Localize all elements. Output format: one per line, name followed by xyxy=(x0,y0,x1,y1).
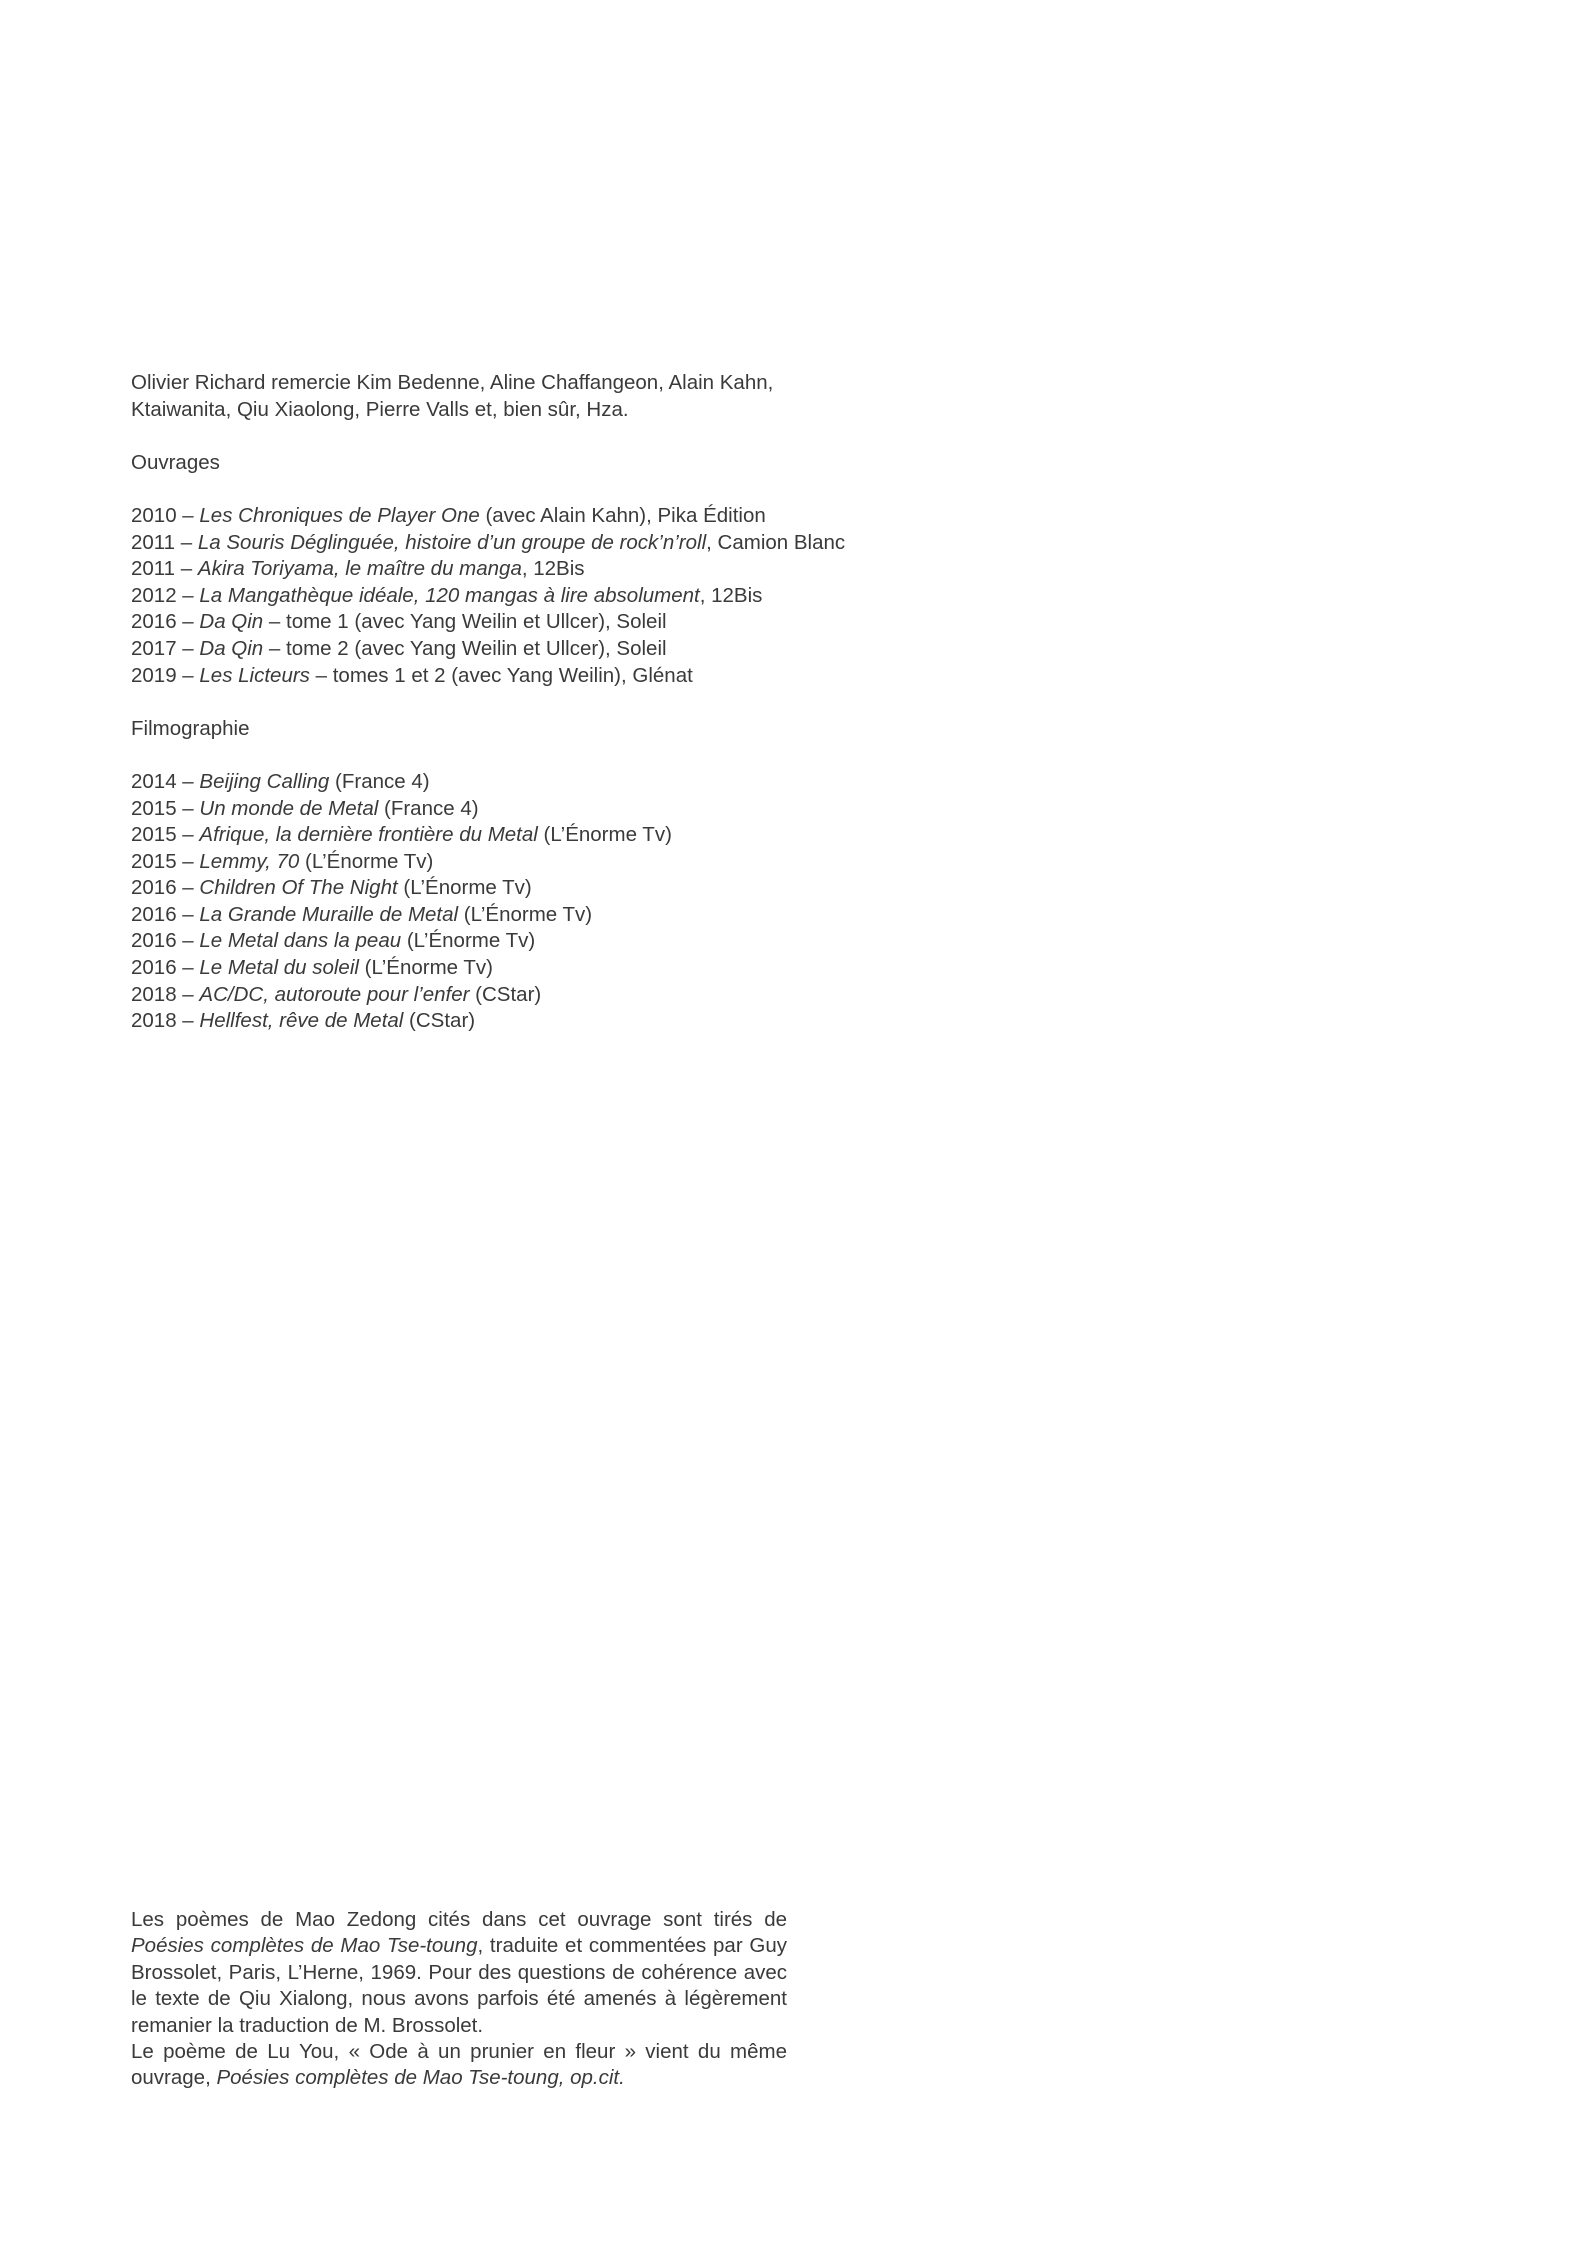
filmography-heading: Filmographie xyxy=(131,716,250,740)
entry-year: 2019 – xyxy=(131,663,200,687)
front-matter xyxy=(131,370,1031,1035)
works-heading: Ouvrages xyxy=(131,450,220,474)
filmography-entry xyxy=(131,822,1031,849)
entry-year: 2010 – xyxy=(131,503,200,527)
entry-year: 2011 – xyxy=(131,557,198,581)
entry-details: (avec Alain Kahn), Pika Édition xyxy=(479,503,766,527)
entry-title: AC/DC, autoroute pour l’enfer xyxy=(199,982,470,1006)
works-entry xyxy=(131,503,1031,530)
entry-details: (L’Énorme Tv) xyxy=(537,823,672,847)
entry-details: , Camion Blanc xyxy=(706,530,846,554)
credits-book-title: Poésies complètes de Mao Tse-toung xyxy=(131,1934,478,1958)
filmography-entry xyxy=(131,769,1031,796)
entry-title: Da Qin xyxy=(199,636,264,660)
entry-details: , 12Bis xyxy=(521,557,585,581)
filmography-entry xyxy=(131,875,1031,902)
credits-book-title: Poésies complètes de Mao Tse-toung, op.cit. xyxy=(216,2066,625,2090)
entry-year: 2017 – xyxy=(131,636,200,660)
entry-year: 2018 – xyxy=(131,982,200,1006)
entry-year: 2012 – xyxy=(131,583,200,607)
entry-details: (L’Énorme Tv) xyxy=(401,929,536,953)
filmography-entry xyxy=(131,1008,1031,1035)
entry-details: – tome 2 (avec Yang Weilin et Ullcer), Soleil xyxy=(263,636,667,660)
entry-details: (CStar) xyxy=(469,982,542,1006)
works-list xyxy=(131,503,1031,689)
works-entry xyxy=(131,609,1031,636)
entry-year: 2018 – xyxy=(131,1009,200,1033)
entry-year: 2015 – xyxy=(131,823,200,847)
entry-details: (L’Énorme Tv) xyxy=(458,902,593,926)
filmography-entry xyxy=(131,849,1031,876)
credits-text: , traduite et commentées par Guy Brossolet, Paris, L’Herne, 1969. Pour des questions de cohérence avec le texte de Qiu Xialong, nous avons parfois été amenés à légèrement remanier la traduction de M. Brossolet. xyxy=(131,1934,787,2037)
entry-details: – tome 1 (avec Yang Weilin et Ullcer), Soleil xyxy=(263,610,667,634)
acknowledgements-line-1: Olivier Richard remercie Kim Bedenne, Aline Chaffangeon, Alain Kahn, xyxy=(131,371,774,394)
entry-title: Un monde de Metal xyxy=(199,796,379,820)
entry-details: (L’Énorme Tv) xyxy=(299,849,434,873)
credits-text: Le poème de Lu You, « Ode à un prunier en fleur » vient du même ouvrage, xyxy=(131,2040,787,2090)
entry-details: (L’Énorme Tv) xyxy=(397,876,532,900)
entry-title: Children Of The Night xyxy=(199,876,398,900)
entry-year: 2011 – xyxy=(131,530,198,554)
works-entry xyxy=(131,583,1031,610)
entry-year: 2016 – xyxy=(131,929,200,953)
entry-year: 2016 – xyxy=(131,902,200,926)
entry-title: Le Metal du soleil xyxy=(199,956,359,980)
entry-year: 2016 – xyxy=(131,956,200,980)
entry-title: La Grande Muraille de Metal xyxy=(199,902,459,926)
entry-title: Les Licteurs xyxy=(199,663,310,687)
entry-year: 2015 – xyxy=(131,796,200,820)
filmography-entry xyxy=(131,928,1031,955)
entry-title: Akira Toriyama, le maître du manga xyxy=(197,557,522,581)
entry-title: Le Metal dans la peau xyxy=(199,929,402,953)
filmography-entry xyxy=(131,902,1031,929)
filmography-entry xyxy=(131,982,1031,1009)
entry-year: 2016 – xyxy=(131,876,200,900)
entry-title: Hellfest, rêve de Metal xyxy=(199,1009,404,1033)
works-entry xyxy=(131,556,1031,583)
entry-title: Lemmy, 70 xyxy=(199,849,300,873)
works-entry xyxy=(131,663,1031,690)
entry-year: 2014 – xyxy=(131,769,200,793)
filmography-list xyxy=(131,769,1031,1035)
entry-title: Les Chroniques de Player One xyxy=(199,503,480,527)
entry-details: (L’Énorme Tv) xyxy=(358,956,494,980)
entry-year: 2015 – xyxy=(131,849,200,873)
acknowledgements-line-2: Ktaiwanita, Qiu Xiaolong, Pierre Valls et, bien sûr, Hza. xyxy=(131,397,629,421)
filmography-entry xyxy=(131,796,1031,823)
filmography-entry xyxy=(131,955,1031,982)
entry-details: , 12Bis xyxy=(699,583,763,607)
credits-paragraph-2 xyxy=(131,2039,787,2092)
entry-details: – tomes 1 et 2 (avec Yang Weilin), Glénat xyxy=(309,663,693,687)
entry-title: Beijing Calling xyxy=(199,769,330,793)
entry-details: (France 4) xyxy=(378,796,479,820)
credits-text: Les poèmes de Mao Zedong cités dans cet ouvrage sont tirés de xyxy=(131,1908,787,1931)
entry-title: Afrique, la dernière frontière du Metal xyxy=(199,823,538,847)
credits-note xyxy=(131,1907,787,2092)
entry-year: 2016 – xyxy=(131,610,200,634)
entry-title: La Mangathèque idéale, 120 mangas à lire absolument xyxy=(199,583,700,607)
works-entry xyxy=(131,530,1031,557)
works-entry xyxy=(131,636,1031,663)
entry-title: Da Qin xyxy=(199,610,264,634)
credits-paragraph-1 xyxy=(131,1907,787,2039)
entry-details: (France 4) xyxy=(329,769,430,793)
entry-details: (CStar) xyxy=(403,1009,476,1033)
entry-title: La Souris Déglinguée, histoire d’un groupe de rock’n’roll xyxy=(197,530,707,554)
